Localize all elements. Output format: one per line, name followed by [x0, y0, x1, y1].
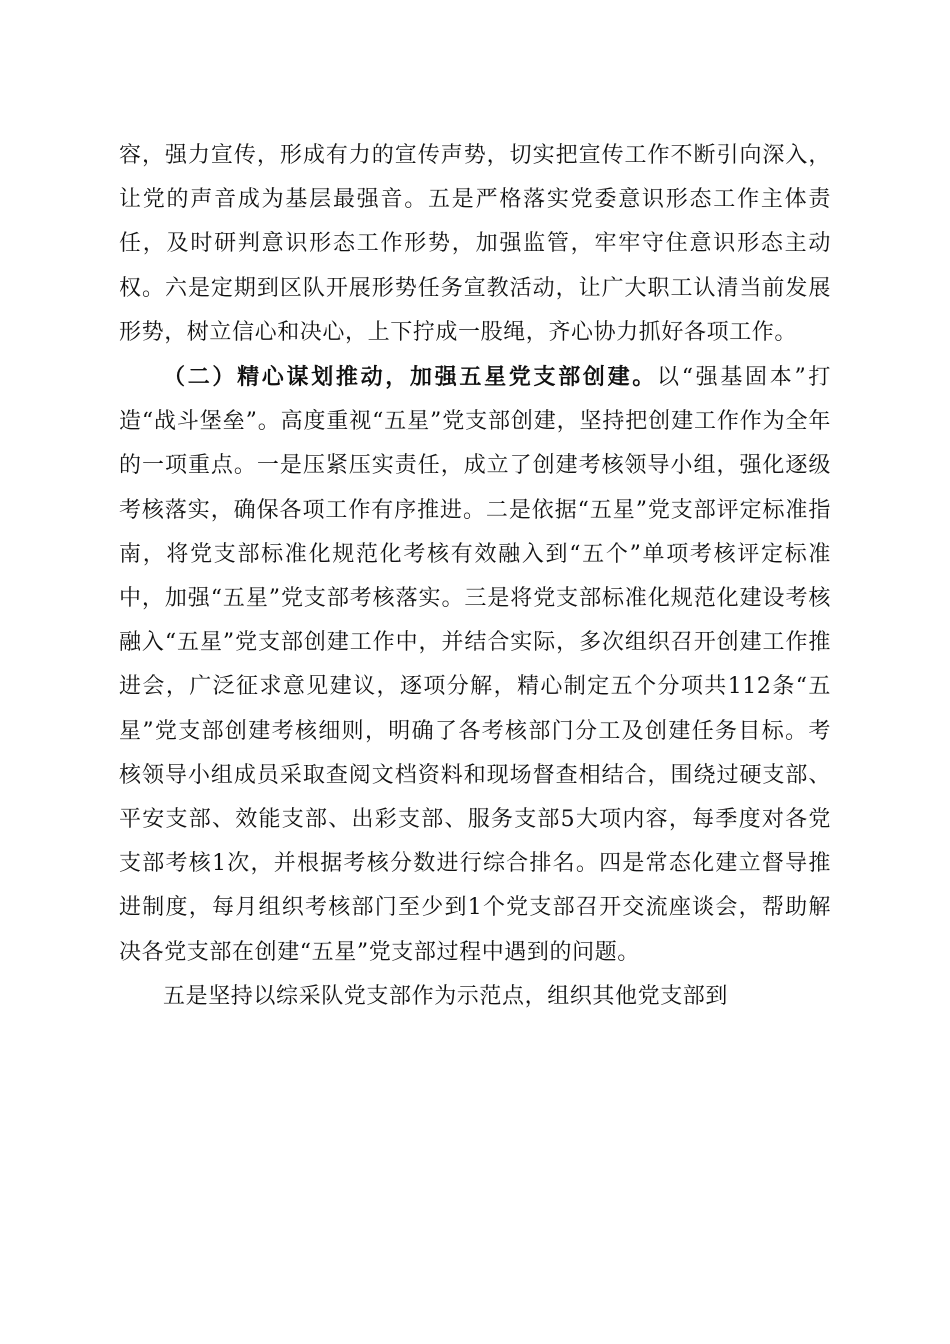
paragraph-1	[119, 134, 831, 355]
paragraph-1-text: 容，强力宣传，形成有力的宣传声势，切实把宣传工作不断引向深入，让党的声音成为基层最强音。五是严格落实党委意识形态工作主体责任，及时研判意识形态工作形势，加强监管，牢牢守住意识形态主动权。六是定期到区队开展形势任务宣教活动，让广大职工认清当前发展形势，树立信心和决心，上下拧成一股绳，齐心协力抓好各项工作。	[119, 143, 831, 345]
paragraph-2	[119, 355, 831, 975]
paragraph-3	[119, 975, 831, 1019]
document-body	[119, 134, 831, 1019]
paragraph-2-text: 以“强基固本”打造“战斗堡垒”。高度重视“五星”党支部创建，坚持把创建工作作为全年的一项重点。一是压紧压实责任，成立了创建考核领导小组，强化逐级考核落实，确保各项工作有序推进。二是依据“五星”党支部评定标准指南，将党支部标准化规范化考核有效融入到“五个”单项考核评定标准中，加强“五星”党支部考核落实。三是将党支部标准化规范化建设考核融入“五星”党支部创建工作中，并结合实际，多次组织召开创建工作推进会，广泛征求意见建议，逐项分解，精心制定五个分项共112条“五星”党支部创建考核细则，明确了各考核部门分工及创建任务目标。考核领导小组成员采取查阅文档资料和现场督查相结合，围绕过硬支部、平安支部、效能支部、出彩支部、服务支部5大项内容，每季度对各党支部考核1次，并根据考核分数进行综合排名。四是常态化建立督导推进制度，每月组织考核部门至少到1个党支部召开交流座谈会，帮助解决各党支部在创建“五星”党支部过程中遇到的问题。	[119, 365, 831, 965]
paragraph-3-text: 五是坚持以综采队党支部作为示范点，组织其他党支部到	[163, 983, 729, 1009]
section-heading: （二）精心谋划推动，加强五星党支部创建。	[163, 364, 657, 391]
